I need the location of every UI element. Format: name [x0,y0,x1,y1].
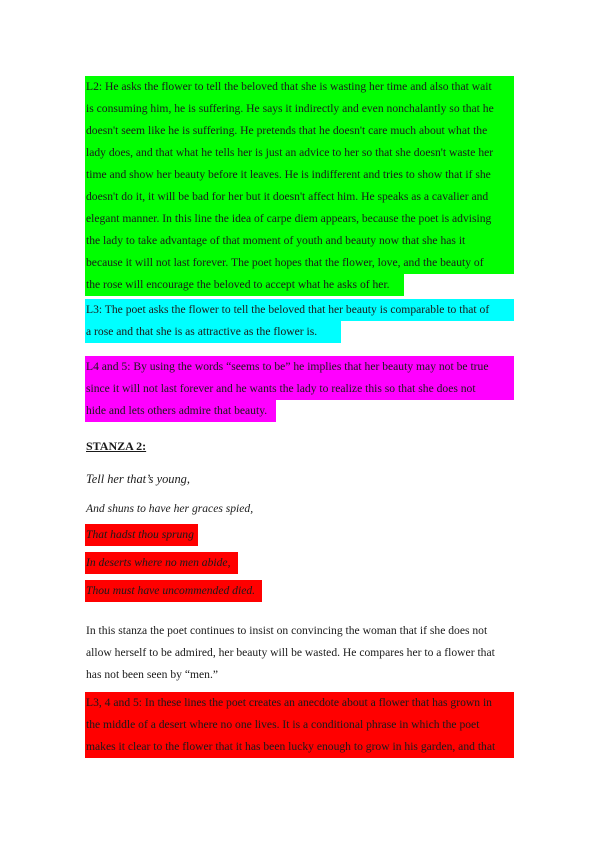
poem-line-2-block [85,498,513,520]
paragraph-line: allow herself to be admired, her beauty will be wasted. He compares her to a flower that [86,646,495,659]
paragraph-line: a rose and that she is as attractive as the flower is. [85,321,341,343]
paragraph-line: since it will not last forever and he wants the lady to realize this so that she does not [85,378,514,400]
stanza-commentary [85,620,513,686]
poem-line-4: In deserts where no men abide, [85,552,238,574]
paragraph-line: because it will not last forever. The poet hopes that the flower, love, and the beauty of [85,252,514,274]
paragraph-line: doesn't do it, it will be bad for her but it doesn't affect him. He speaks as a cavalier and [85,186,514,208]
paragraph-line: the middle of a desert where no one lives. It is a conditional phrase in which the poet [85,714,514,736]
paragraph-l2 [85,76,513,296]
paragraph-line: doesn't seem like he is suffering. He pretends that he doesn't care much about what the [85,120,514,142]
stanza-heading: STANZA 2: [86,439,147,453]
paragraph-line: L3: The poet asks the flower to tell the beloved that her beauty is comparable to that of [85,299,514,321]
poem-line-3-block [85,524,513,546]
poem-stanza [85,468,513,490]
poem-line-4-block [85,552,513,574]
paragraph-line: has not been seen by “men.” [86,668,218,681]
poem-line-5: Thou must have uncommended died. [85,580,262,602]
poem-line-5-block [85,580,513,602]
poem-line-3: That hadst thou sprung [85,524,198,546]
paragraph-line: L2: He asks the flower to tell the beloved that she is wasting her time and also that wait [85,76,514,98]
paragraph-line: L3, 4 and 5: In these lines the poet creates an anecdote about a flower that has grown in [85,692,514,714]
paragraph-line: In this stanza the poet continues to insist on convincing the woman that if she does not [86,624,488,637]
paragraph-line: L4 and 5: By using the words “seems to be” he implies that her beauty may not be true [85,356,514,378]
paragraph-line: is consuming him, he is suffering. He says it indirectly and even nonchalantly so that he [85,98,514,120]
paragraph-line: time and show her beauty before it leaves. He is indifferent and tries to show that if she [85,164,514,186]
paragraph-l3-4-5 [85,692,513,758]
paragraph-line: lady does, and that what he tells her is just an advice to her so that she doesn't waste her [85,142,514,164]
poem-line-2: And shuns to have her graces spied, [86,502,254,515]
paragraph-line: hide and lets others admire that beauty. [85,400,276,422]
paragraph-line: elegant manner. In this line the idea of carpe diem appears, because the poet is advising [85,208,514,230]
paragraph-line: the lady to take advantage of that moment of youth and beauty now that she has it [85,230,514,252]
paragraph-l4-5 [85,356,513,422]
paragraph-line: the rose will encourage the beloved to accept what he asks of her. [85,274,404,296]
paragraph-l3 [85,299,513,343]
poem-line-1: Tell her that’s young, [86,472,190,486]
stanza-heading-block [85,435,513,457]
paragraph-line: makes it clear to the flower that it has been lucky enough to grow in his garden, and that [85,736,514,758]
